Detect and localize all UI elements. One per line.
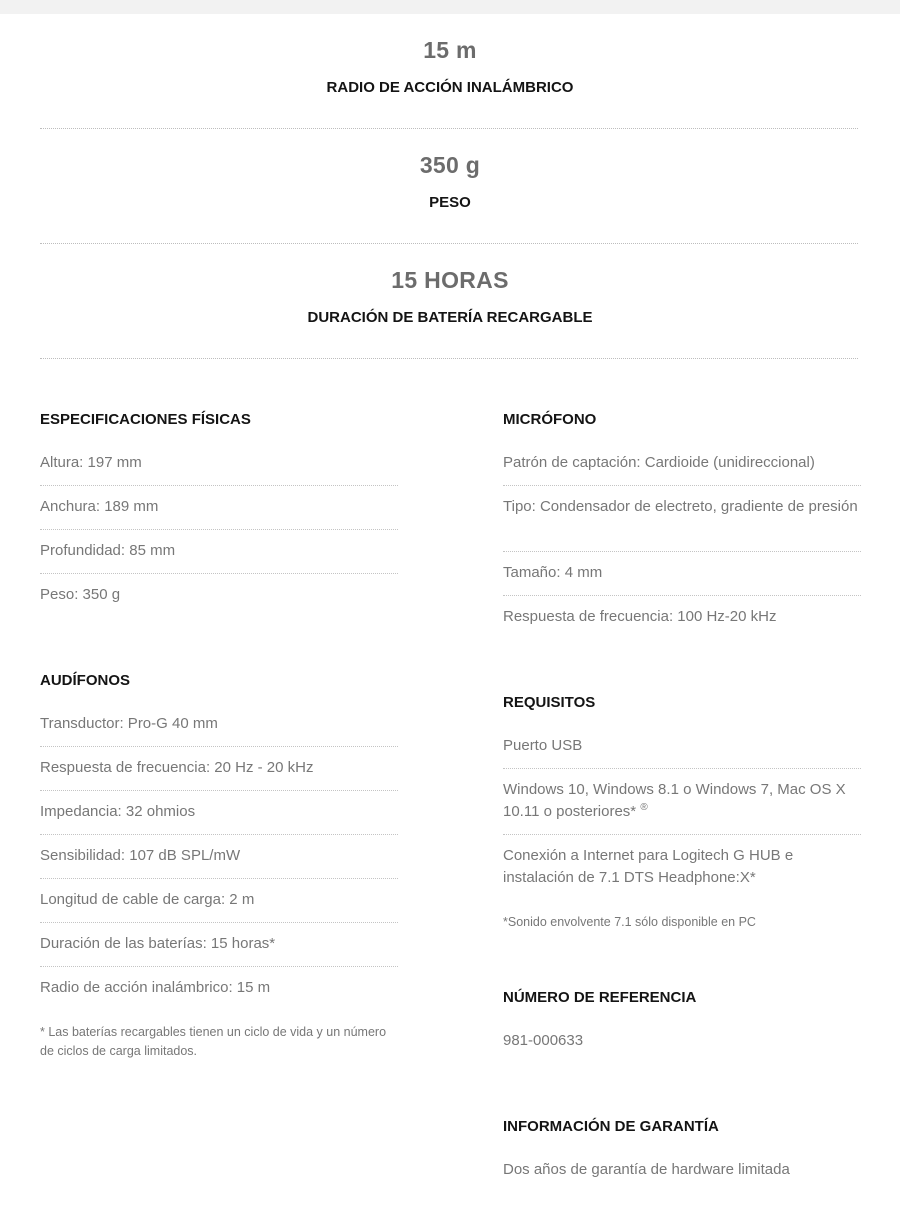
spec-item: Transductor: Pro-G 40 mm xyxy=(40,713,398,747)
top-bar xyxy=(0,0,900,14)
spec-item xyxy=(503,779,861,835)
footnote: *Sonido envolvente 7.1 sólo disponible en PC xyxy=(503,915,756,929)
spec-item: Altura: 197 mm xyxy=(40,452,398,486)
requirement-os-text: Windows 10, Windows 8.1 o Windows 7, Mac OS X 10.11 o posteriores* xyxy=(503,781,846,820)
spec-item: Patrón de captación: Cardioide (unidireccional) xyxy=(503,452,861,486)
divider xyxy=(40,128,858,129)
section-title-requirements: REQUISITOS xyxy=(503,694,596,711)
section-title-warranty: INFORMACIÓN DE GARANTÍA xyxy=(503,1118,719,1135)
spec-item: Peso: 350 g xyxy=(40,586,121,603)
highlight-label: DURACIÓN DE BATERÍA RECARGABLE xyxy=(307,309,593,326)
divider xyxy=(40,243,858,244)
section-title-headphones: AUDÍFONOS xyxy=(40,672,130,689)
highlight-label: PESO xyxy=(429,194,471,211)
spec-item: Conexión a Internet para Logitech G HUB e instalación de 7.1 DTS Headphone:X* xyxy=(503,847,794,886)
spec-item: Puerto USB xyxy=(503,735,861,769)
spec-item: Tipo: Condensador de electreto, gradiente de presión xyxy=(503,496,861,552)
footnote: * Las baterías recargables tienen un ciclo de vida y un número de ciclos de carga limitados. xyxy=(40,1025,387,1058)
highlight-value: 350 g xyxy=(419,152,481,178)
divider xyxy=(40,358,858,359)
spec-item: Profundidad: 85 mm xyxy=(40,540,398,574)
section-title-physical: ESPECIFICACIONES FÍSICAS xyxy=(40,411,251,428)
spec-item: Sensibilidad: 107 dB SPL/mW xyxy=(40,845,398,879)
section-title-part-number: NÚMERO DE REFERENCIA xyxy=(503,989,697,1006)
highlight-value: 15 m xyxy=(423,37,477,63)
section-title-microphone: MICRÓFONO xyxy=(503,411,597,428)
registered-mark: ® xyxy=(640,802,648,813)
part-number-value: 981-000633 xyxy=(503,1032,584,1049)
highlight-label: RADIO DE ACCIÓN INALÁMBRICO xyxy=(326,79,574,96)
spec-item: Respuesta de frecuencia: 100 Hz-20 kHz xyxy=(503,608,777,625)
spec-item: Respuesta de frecuencia: 20 Hz - 20 kHz xyxy=(40,757,398,791)
highlight-value: 15 HORAS xyxy=(391,267,509,293)
spec-item: Longitud de cable de carga: 2 m xyxy=(40,889,398,923)
warranty-value: Dos años de garantía de hardware limitada xyxy=(503,1161,790,1178)
spec-item: Anchura: 189 mm xyxy=(40,496,398,530)
spec-item: Tamaño: 4 mm xyxy=(503,562,861,596)
spec-item: Radio de acción inalámbrico: 15 m xyxy=(40,979,271,996)
spec-item: Duración de las baterías: 15 horas* xyxy=(40,933,398,967)
spec-item: Impedancia: 32 ohmios xyxy=(40,801,398,835)
